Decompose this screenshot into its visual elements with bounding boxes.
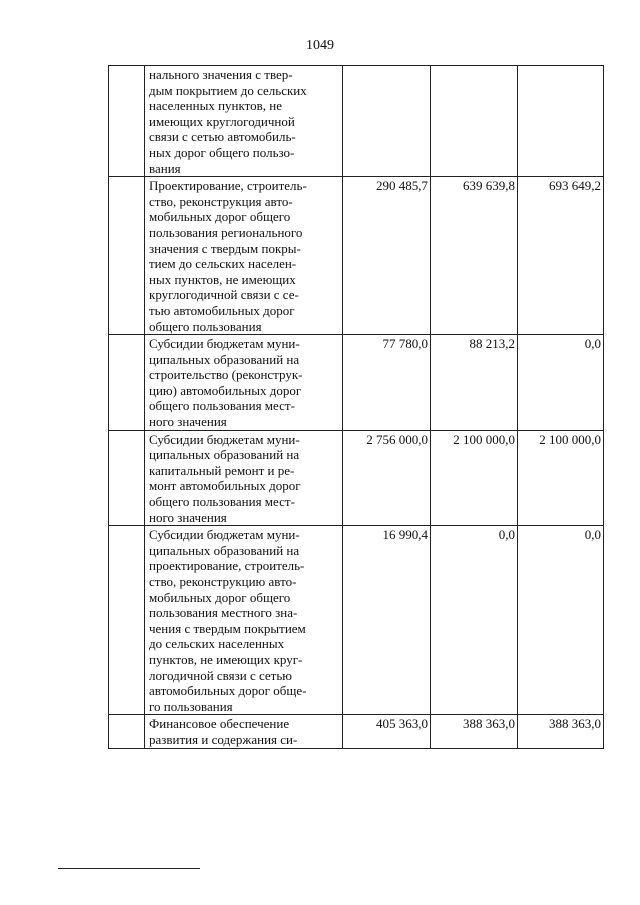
expense-item-name: Субсидии бюджетам муни- ципальных образований на строительство (реконструк- цию) автомобильных дорог общего пользования мест- ного значения (145, 335, 343, 431)
amount-year-1 (343, 66, 431, 177)
footnote-separator (58, 868, 200, 869)
expense-item-name: нального значения с твер- дым покрытием до сельских населенных пунктов, не имеющих круглогодичной связи с сетью автомобиль- ных дорог общего пользо- вания (145, 66, 343, 177)
amount-year-2: 2 100 000,0 (431, 430, 518, 526)
amount-year-2: 388 363,0 (431, 715, 518, 748)
amount-year-2: 88 213,2 (431, 335, 518, 431)
row-index-cell (109, 66, 145, 177)
expense-item-name: Финансовое обеспечение развития и содержания си- (145, 715, 343, 748)
expense-item-name: Проектирование, строитель- ство, реконструкция авто- мобильных дорог общего пользования регионального значения с твердым покры- тием до сельских населен- ных пунктов, не имеющих круглогодичной связи с се- тью автомобильных дорог общего пользования (145, 177, 343, 335)
budget-table (108, 65, 604, 749)
expense-item-name: Субсидии бюджетам муни- ципальных образований на капитальный ремонт и ре- монт автомобильных дорог общего пользования мест- ного значения (145, 430, 343, 526)
amount-year-2 (431, 66, 518, 177)
table-row (109, 335, 604, 431)
amount-year-3 (518, 66, 604, 177)
table-body (109, 66, 604, 749)
table-row (109, 526, 604, 715)
table-row (109, 430, 604, 526)
amount-year-1: 290 485,7 (343, 177, 431, 335)
page-number: 1049 (306, 38, 334, 53)
amount-year-1: 2 756 000,0 (343, 430, 431, 526)
amount-year-2: 0,0 (431, 526, 518, 715)
amount-year-3: 0,0 (518, 335, 604, 431)
amount-year-1: 16 990,4 (343, 526, 431, 715)
amount-year-1: 77 780,0 (343, 335, 431, 431)
amount-year-1: 405 363,0 (343, 715, 431, 748)
row-index-cell (109, 715, 145, 748)
row-index-cell (109, 177, 145, 335)
amount-year-3: 2 100 000,0 (518, 430, 604, 526)
expense-item-name: Субсидии бюджетам муни- ципальных образований на проектирование, строитель- ство, реконструкцию авто- мобильных дорог общего пользования местного зна- чения с твердым покрытием до сельских населенных пунктов, не имеющих круг- логодичной связи с сетью автомобильных дорог обще- го пользования (145, 526, 343, 715)
row-index-cell (109, 335, 145, 431)
table-row (109, 66, 604, 177)
amount-year-3: 0,0 (518, 526, 604, 715)
row-index-cell (109, 430, 145, 526)
amount-year-3: 693 649,2 (518, 177, 604, 335)
amount-year-2: 639 639,8 (431, 177, 518, 335)
row-index-cell (109, 526, 145, 715)
amount-year-3: 388 363,0 (518, 715, 604, 748)
table-row (109, 715, 604, 748)
table-row (109, 177, 604, 335)
